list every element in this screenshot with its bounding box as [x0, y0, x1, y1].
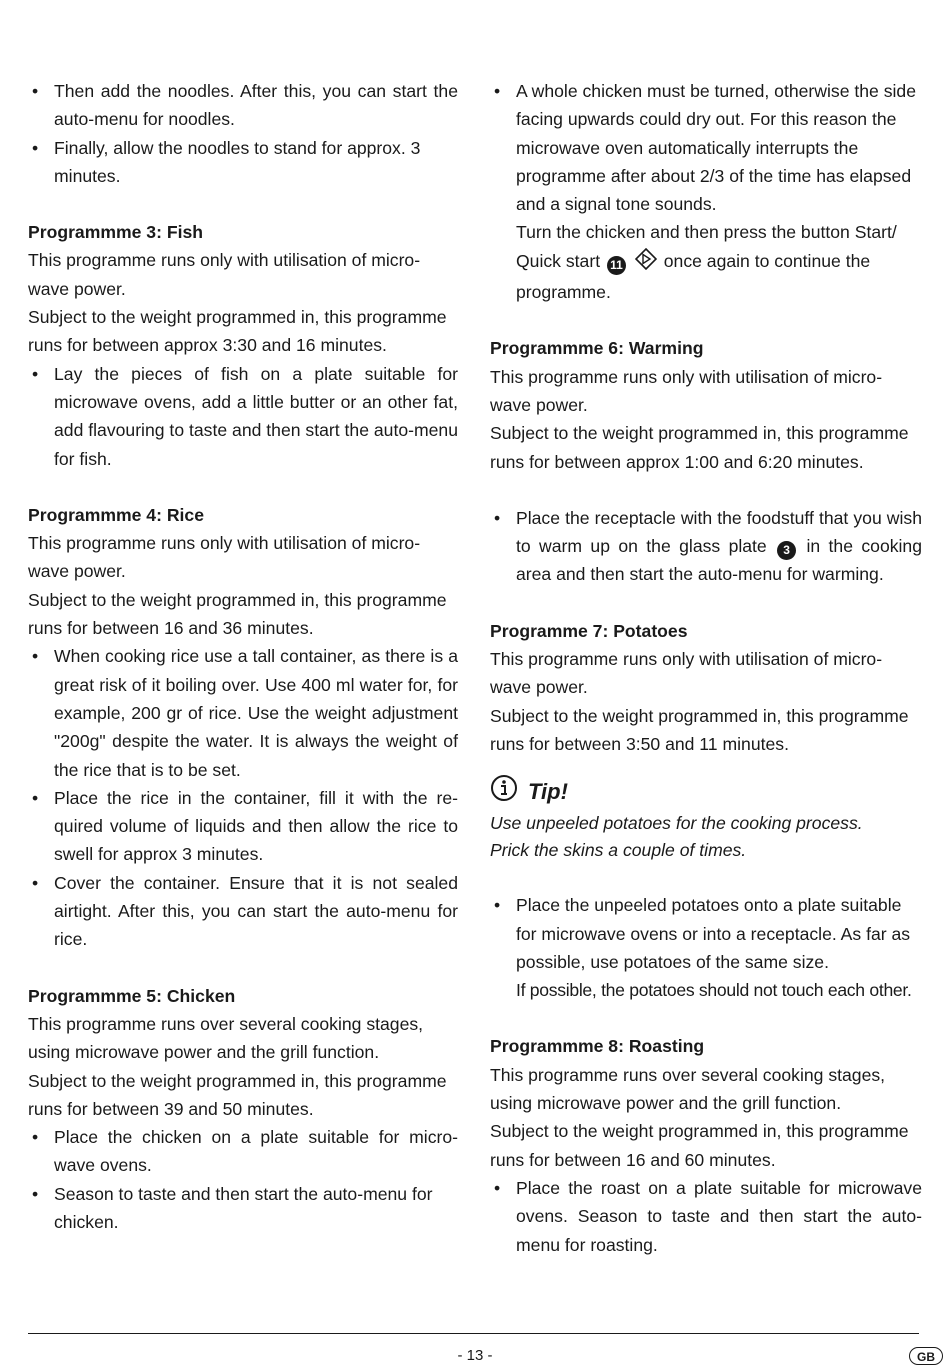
list-item: • Cover the container. Ensure that it is not sealed airtight. After this, you can start the auto-menu for rice.	[28, 869, 458, 954]
programme-7-text1: This programme runs only with utilisation of micro-wave power.	[490, 649, 883, 698]
potatoes-bullet-cont: If possible, the potatoes should not touch each other.	[516, 980, 912, 1001]
programme-4-text2: Subject to the weight programmed in, this programme runs for between 16 and 36 minutes.	[28, 589, 447, 639]
tip-line-1: Use unpeeled potatoes for the cooking process.	[490, 813, 863, 834]
programme-7-bullets	[490, 891, 922, 1004]
tip-label: Tip!	[528, 779, 568, 805]
list-item: • Lay the pieces of fish on a plate suitable for microwave ovens, add a little butter or an other fat, add flavouring to taste and then start the auto-menu for fish.	[28, 360, 458, 473]
programme-5-text1: This programme runs over several cooking stages, using microwave power and the grill function.	[28, 1013, 424, 1063]
programme-4-text1: This programme runs only with utilisation of micro-wave power.	[28, 533, 421, 582]
programme-6-title: Programmme 6: Warming	[490, 338, 704, 359]
tip-text	[490, 810, 922, 863]
programme-6-text2: Subject to the weight programmed in, this programme runs for between approx 1:00 and 6:20 minutes.	[490, 423, 909, 472]
chicken-turn-cont-after: once again to continue the programme.	[516, 250, 871, 303]
language-badge: GB	[909, 1347, 943, 1365]
list-item: • Finally, allow the noodles to stand for approx. 3 minutes.	[28, 134, 458, 191]
warming-text-before: Place the receptacle with the foodstuff that you wish to warm up on the glass plate	[516, 507, 922, 557]
tip-line-2: Prick the skins a couple of times.	[490, 839, 747, 860]
programme-6-text1: This programme runs only with utilisation of micro-wave power.	[490, 366, 883, 415]
list-item: • Place the roast on a plate suitable for microwave ovens. Season to taste and then start the auto-menu for roasting.	[490, 1174, 922, 1259]
programme-4-title: Programmme 4: Rice	[28, 504, 205, 525]
chicken-turn-text: A whole chicken must be turned, otherwise the side facing upwards could dry out. For this reason the microwave oven automatically interrupts the programme after about 2/3 of the time has elapsed and a signal tone sounds.	[516, 81, 916, 215]
list-item: • When cooking rice use a tall container, as there is a great risk of it boiling over. Use 400 ml water for, for example, 200 gr of rice. Use the weight adjustment "200g" despite the water. It is always the weight of the rice that is to be set.	[28, 642, 458, 783]
programme-4-bullets	[28, 642, 458, 953]
right-column	[490, 77, 922, 1259]
footer-divider	[28, 1333, 919, 1334]
potatoes-bullet-text: Place the unpeeled potatoes onto a plate suitable for microwave ovens or into a receptacle. As far as possible, use potatoes of the same size.	[516, 895, 911, 972]
programme-8-title: Programmme 8: Roasting	[490, 1036, 705, 1057]
programme-5-title: Programmme 5: Chicken	[28, 985, 236, 1006]
programme-8-text1: This programme runs over several cooking stages, using microwave power and the grill function.	[490, 1064, 886, 1114]
list-item: • Place the rice in the container, fill it with the re-quired volume of liquids and then allow the rice to swell for approx 3 minutes.	[28, 784, 458, 869]
programme-3-text2: Subject to the weight programmed in, this programme runs for between approx 3:30 and 16 minutes.	[28, 307, 447, 356]
programme-3-bullets	[28, 360, 458, 473]
chicken-turn-bullets	[490, 77, 922, 306]
left-column	[28, 77, 458, 1236]
plate-number-badge: 3	[777, 541, 796, 560]
programme-5-bullets	[28, 1123, 458, 1236]
list-item: • Then add the noodles. After this, you can start the auto-menu for noodles.	[28, 77, 458, 134]
page-number: - 13 -	[457, 1347, 493, 1364]
tip-header	[490, 774, 922, 810]
programme-6-bullets	[490, 504, 922, 589]
start-diamond-icon	[635, 248, 657, 278]
programme-3-text1: This programme runs only with utilisation of micro-wave power.	[28, 250, 421, 299]
chicken-turn-cont-before: Turn the chicken and then press the button Start/ Quick start	[516, 222, 897, 271]
list-item: • Season to taste and then start the auto-menu for chicken.	[28, 1180, 458, 1237]
button-number-badge: 11	[607, 256, 626, 275]
programme-7-text2: Subject to the weight programmed in, this programme runs for between 3:50 and 11 minutes.	[490, 705, 909, 754]
warming-text-after: in the cooking area and then start the auto-menu for warming.	[516, 536, 923, 585]
programme-7-title: Programme 7: Potatoes	[490, 620, 688, 641]
list-item	[490, 891, 922, 1004]
list-item	[490, 77, 922, 306]
programme-5-text2: Subject to the weight programmed in, this programme runs for between 39 and 50 minutes.	[28, 1070, 447, 1119]
programme-8-text2: Subject to the weight programmed in, this programme runs for between 16 and 60 minutes.	[490, 1121, 909, 1170]
noodles-bullets	[28, 77, 458, 190]
list-item	[490, 504, 922, 589]
list-item: • Place the chicken on a plate suitable for micro-wave ovens.	[28, 1123, 458, 1180]
info-icon	[490, 774, 518, 810]
programme-3-title: Programmme 3: Fish	[28, 222, 204, 243]
programme-8-bullets	[490, 1174, 922, 1259]
